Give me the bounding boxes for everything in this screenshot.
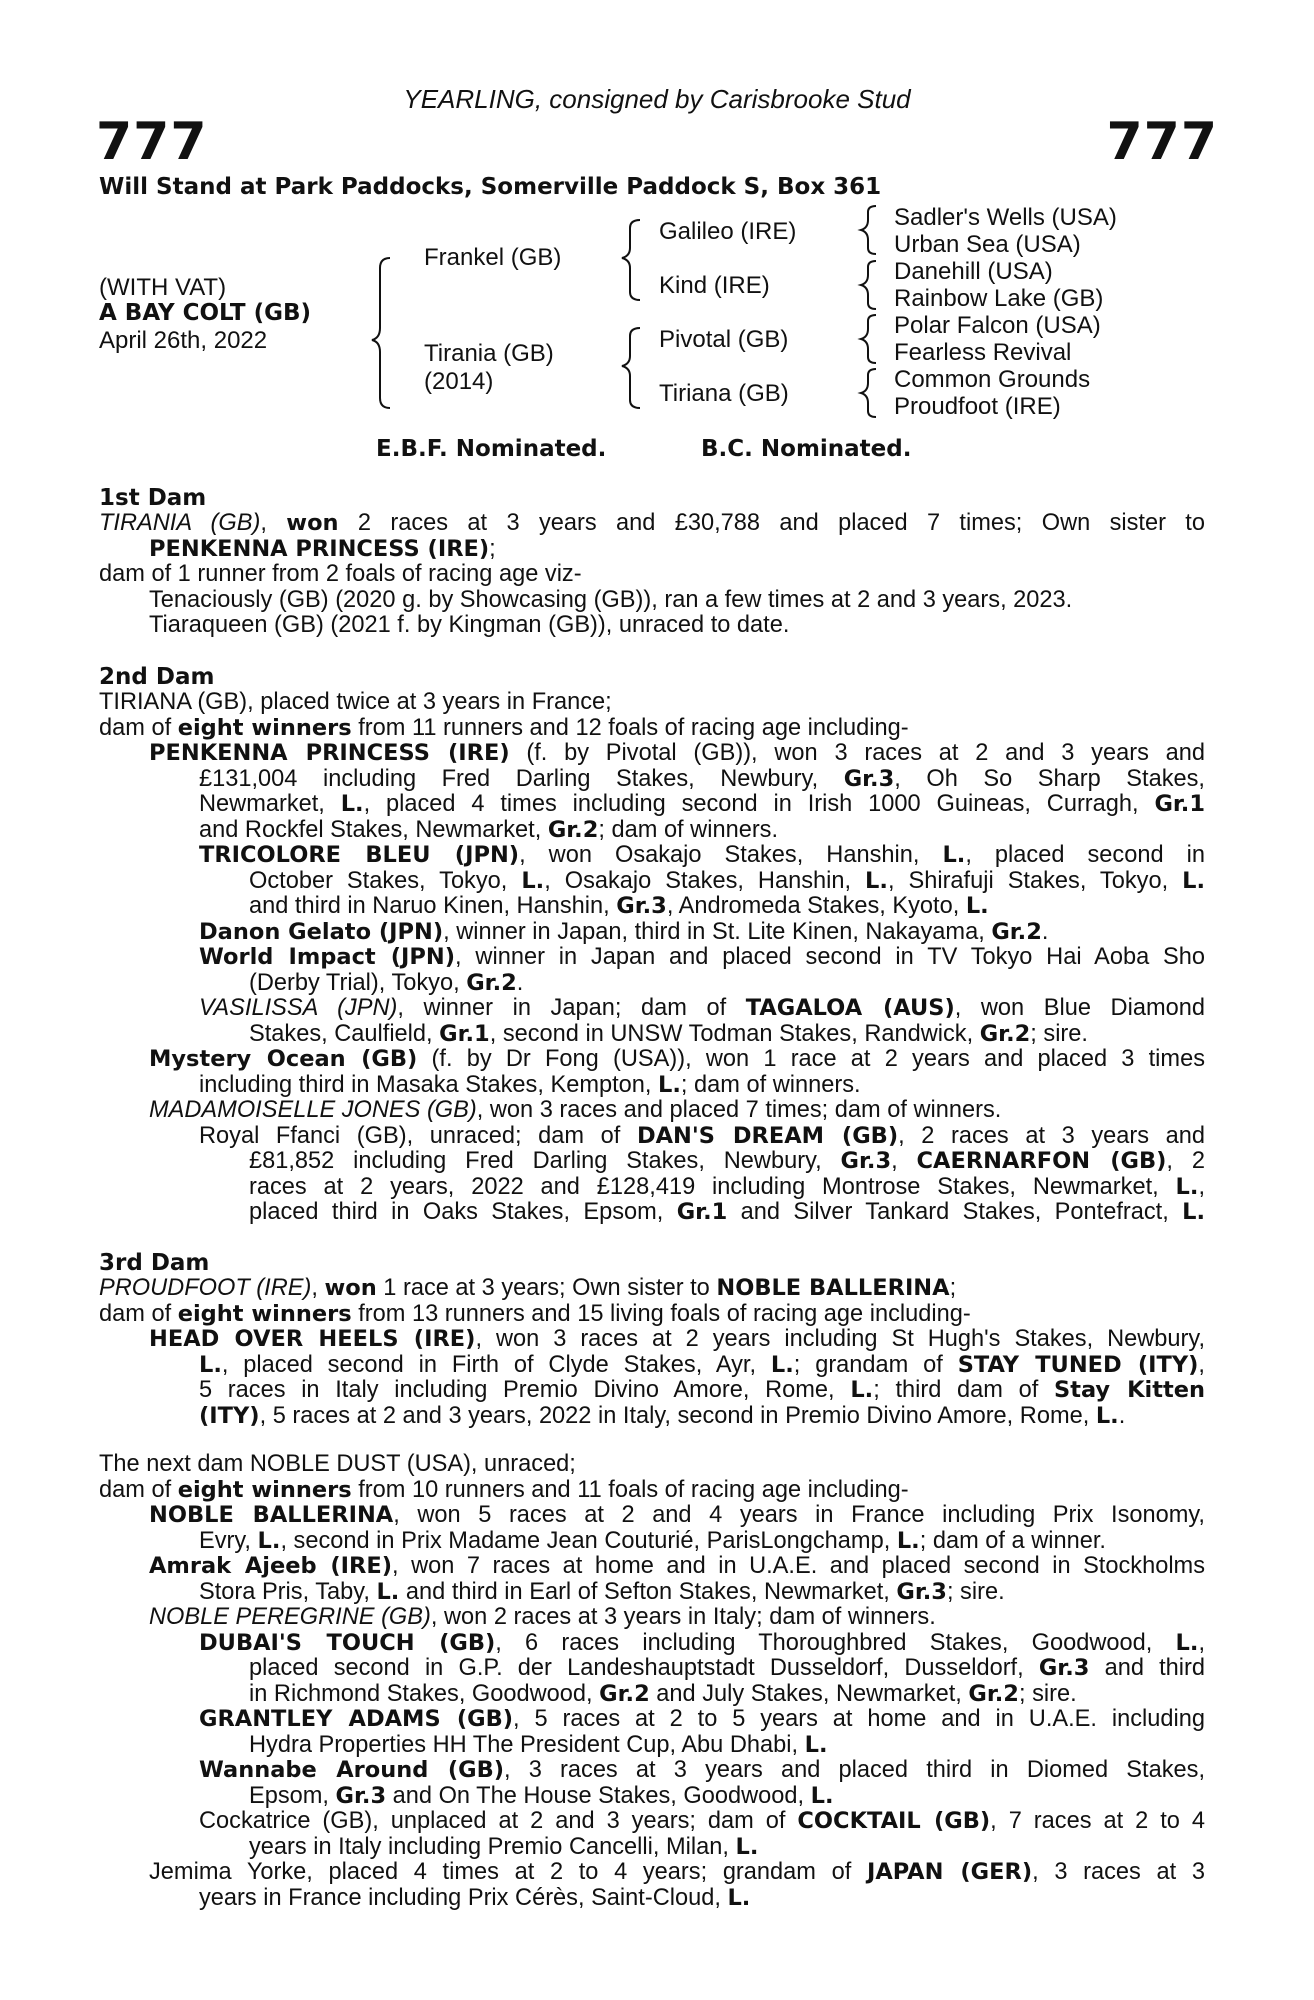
ggp-8: Proudfoot (IRE) [894, 393, 1061, 420]
first-dam-line: PENKENNA PRINCESS (IRE); [149, 535, 496, 562]
next-dam-line: years in France including Prix Cérès, Saint-Cloud, L. [199, 1884, 751, 1911]
lot-name: A BAY COLT (GB) [99, 300, 312, 326]
third-dam-section [99, 1250, 1205, 1429]
next-dam-line: Cockatrice (GB), unplaced at 2 and 3 years; dam of COCKTAIL (GB), 7 races at 2 to 4 [199, 1808, 1205, 1834]
next-dam-line: Jemima Yorke, placed 4 times at 2 to 4 years; grandam of JAPAN (GER), 3 races at 3 [149, 1859, 1205, 1885]
second-dam-line: PENKENNA PRINCESS (IRE) (f. by Pivotal (GB)), won 3 races at 2 and 3 years and [149, 740, 1206, 766]
second-dam-line: Royal Ffanci (GB), unraced; dam of DAN'S DREAM (GB), 2 races at 3 years and [199, 1122, 1205, 1149]
second-dam-line: Stakes, Caulfield, Gr.1, second in UNSW Todman Stakes, Randwick, Gr.2; sire. [249, 1020, 1088, 1047]
dam-sire: Pivotal (GB) [659, 326, 789, 353]
next-dam-line: Hydra Properties HH The President Cup, Abu Dhabi, L. [249, 1731, 828, 1758]
sire-sire: Galileo (IRE) [659, 218, 797, 245]
ggp-5: Polar Falcon (USA) [894, 312, 1101, 339]
ggp-7: Common Grounds [894, 366, 1091, 393]
third-dam-line: HEAD OVER HEELS (IRE), won 3 races at 2 years including St Hugh's Stakes, Newbury, [149, 1326, 1206, 1352]
ggp-1: Sadler's Wells (USA) [894, 204, 1117, 231]
second-dam-line: World Impact (JPN), winner in Japan and placed second in TV Tokyo Hai Aoba Sho [199, 944, 1205, 970]
dam-year: (2014) [424, 368, 494, 395]
third-dam-line: PROUDFOOT (IRE), won 1 race at 3 years; Own sister to NOBLE BALLERINA; [99, 1275, 957, 1301]
second-dam-line: Mystery Ocean (GB) (f. by Dr Fong (USA)), won 1 race at 2 years and placed 3 times [149, 1046, 1205, 1072]
next-dam-line: Stora Pris, Taby, L. and third in Earl of Sefton Stakes, Newmarket, Gr.3; sire. [199, 1578, 1005, 1605]
next-dam-line: NOBLE BALLERINA, won 5 races at 2 and 4 years in France including Prix Isonomy, [149, 1502, 1205, 1528]
consignment-line: YEARLING, consigned by Carisbrooke Stud [403, 84, 911, 114]
vat-note: (WITH VAT) [99, 274, 227, 301]
bc-nominated: B.C. Nominated. [701, 436, 912, 462]
next-dam-line: Epsom, Gr.3 and On The House Stakes, Goodwood, L. [249, 1782, 834, 1809]
second-dam-line: £131,004 including Fred Darling Stakes, Newbury, Gr.3, Oh So Sharp Stakes, [199, 765, 1205, 792]
dam-dam: Tiriana (GB) [659, 380, 789, 407]
second-dam-line: races at 2 years, 2022 and £128,419 including Montrose Stakes, Newmarket, L., [249, 1173, 1205, 1200]
first-dam-line: TIRANIA (GB), won 2 races at 3 years and £30,788 and placed 7 times; Own sister to [99, 510, 1205, 536]
third-dam-line: L., placed second in Firth of Clyde Stakes, Ayr, L.; grandam of STAY TUNED (ITY), [199, 1351, 1205, 1378]
next-dam-line: NOBLE PEREGRINE (GB), won 2 races at 3 years in Italy; dam of winners. [149, 1604, 936, 1630]
stand-location: Will Stand at Park Paddocks, Somerville Paddock S, Box 361 [99, 174, 882, 200]
next-dam-line: Wannabe Around (GB), 3 races at 3 years and placed third in Diomed Stakes, [199, 1757, 1205, 1783]
second-dam-line: October Stakes, Tokyo, L., Osakajo Stakes, Hanshin, L., Shirafuji Stakes, Tokyo, L. [249, 867, 1205, 894]
dam-name: Tirania (GB) [424, 340, 554, 367]
second-dam-line: dam of eight winners from 11 runners and 12 foals of racing age including- [99, 714, 909, 741]
first-dam-section [99, 485, 1205, 639]
third-dam-line: (ITY), 5 races at 2 and 3 years, 2022 in Italy, second in Premio Divino Amore, Rome, L.. [199, 1402, 1126, 1429]
second-dam-heading: 2nd Dam [99, 664, 215, 690]
second-dam-line: and Rockfel Stakes, Newmarket, Gr.2; dam of winners. [199, 816, 779, 843]
next-dam-line: Amrak Ajeeb (IRE), won 7 races at home and in U.A.E. and placed second in Stockholms [149, 1553, 1206, 1579]
ggp-3: Danehill (USA) [894, 258, 1053, 285]
third-dam-line: dam of eight winners from 13 runners and 15 living foals of racing age including- [99, 1300, 971, 1327]
next-dam-line: in Richmond Stakes, Goodwood, Gr.2 and July Stakes, Newmarket, Gr.2; sire. [249, 1680, 1077, 1707]
second-dam-line: including third in Masaka Stakes, Kempton, L.; dam of winners. [199, 1071, 861, 1098]
ggp-2: Urban Sea (USA) [894, 231, 1081, 258]
ggp-6: Fearless Revival [894, 339, 1072, 366]
pedigree-brackets [0, 0, 1314, 470]
second-dam-section [99, 664, 1205, 1226]
next-dam-line: years in Italy including Premio Cancelli, Milan, L. [249, 1833, 759, 1860]
second-dam-line: £81,852 including Fred Darling Stakes, Newbury, Gr.3, CAERNARFON (GB), 2 [249, 1148, 1205, 1174]
first-dam-heading: 1st Dam [99, 485, 207, 511]
next-dam-line: DUBAI'S TOUCH (GB), 6 races including Thoroughbred Stakes, Goodwood, L., [199, 1629, 1205, 1656]
foaling-date: April 26th, 2022 [99, 327, 268, 354]
lot-number-left: 777 [96, 112, 208, 172]
second-dam-line: (Derby Trial), Tokyo, Gr.2. [249, 969, 524, 996]
third-dam-heading: 3rd Dam [99, 1250, 210, 1276]
pedigree-chart [0, 0, 1314, 470]
sire-name: Frankel (GB) [424, 244, 562, 271]
next-dam-line: dam of eight winners from 10 runners and 11 foals of racing age including- [99, 1476, 909, 1503]
first-dam-line: Tiaraqueen (GB) (2021 f. by Kingman (GB)), unraced to date. [149, 612, 790, 638]
next-dam-section [99, 1452, 1205, 1911]
second-dam-line: Danon Gelato (JPN), winner in Japan, third in St. Lite Kinen, Nakayama, Gr.2. [199, 918, 1049, 945]
ggp-4: Rainbow Lake (GB) [894, 285, 1104, 312]
ebf-nominated: E.B.F. Nominated. [376, 436, 607, 462]
second-dam-line: MADAMOISELLE JONES (GB), won 3 races and placed 7 times; dam of winners. [149, 1097, 1002, 1123]
second-dam-line: TIRIANA (GB), placed twice at 3 years in France; [99, 689, 612, 715]
second-dam-line: and third in Naruo Kinen, Hanshin, Gr.3, Andromeda Stakes, Kyoto, L. [249, 893, 989, 919]
sire-dam: Kind (IRE) [659, 272, 770, 299]
second-dam-line: VASILISSA (JPN), winner in Japan; dam of TAGALOA (AUS), won Blue Diamond [199, 995, 1205, 1021]
second-dam-line: Newmarket, L., placed 4 times including second in Irish 1000 Guineas, Curragh, Gr.1 [199, 791, 1205, 817]
lot-number-right: 777 [1106, 112, 1218, 172]
second-dam-line: placed third in Oaks Stakes, Epsom, Gr.1 and Silver Tankard Stakes, Pontefract, L. [249, 1199, 1206, 1225]
first-dam-line: Tenaciously (GB) (2020 g. by Showcasing (GB)), ran a few times at 2 and 3 years, 2023. [149, 586, 1073, 613]
second-dam-line: TRICOLORE BLEU (JPN), won Osakajo Stakes, Hanshin, L., placed second in [199, 842, 1205, 868]
next-dam-line: placed second in G.P. der Landeshauptstadt Dusseldorf, Dusseldorf, Gr.3 and third [249, 1655, 1206, 1681]
first-dam-line: dam of 1 runner from 2 foals of racing age viz- [99, 561, 582, 587]
next-dam-line: GRANTLEY ADAMS (GB), 5 races at 2 to 5 years at home and in U.A.E. including [199, 1706, 1205, 1732]
next-dam-line: Evry, L., second in Prix Madame Jean Couturié, ParisLongchamp, L.; dam of a winner. [199, 1527, 1106, 1554]
third-dam-line: 5 races in Italy including Premio Divino Amore, Rome, L.; third dam of Stay Kitten [199, 1377, 1206, 1403]
next-dam-line: The next dam NOBLE DUST (USA), unraced; [99, 1451, 576, 1477]
